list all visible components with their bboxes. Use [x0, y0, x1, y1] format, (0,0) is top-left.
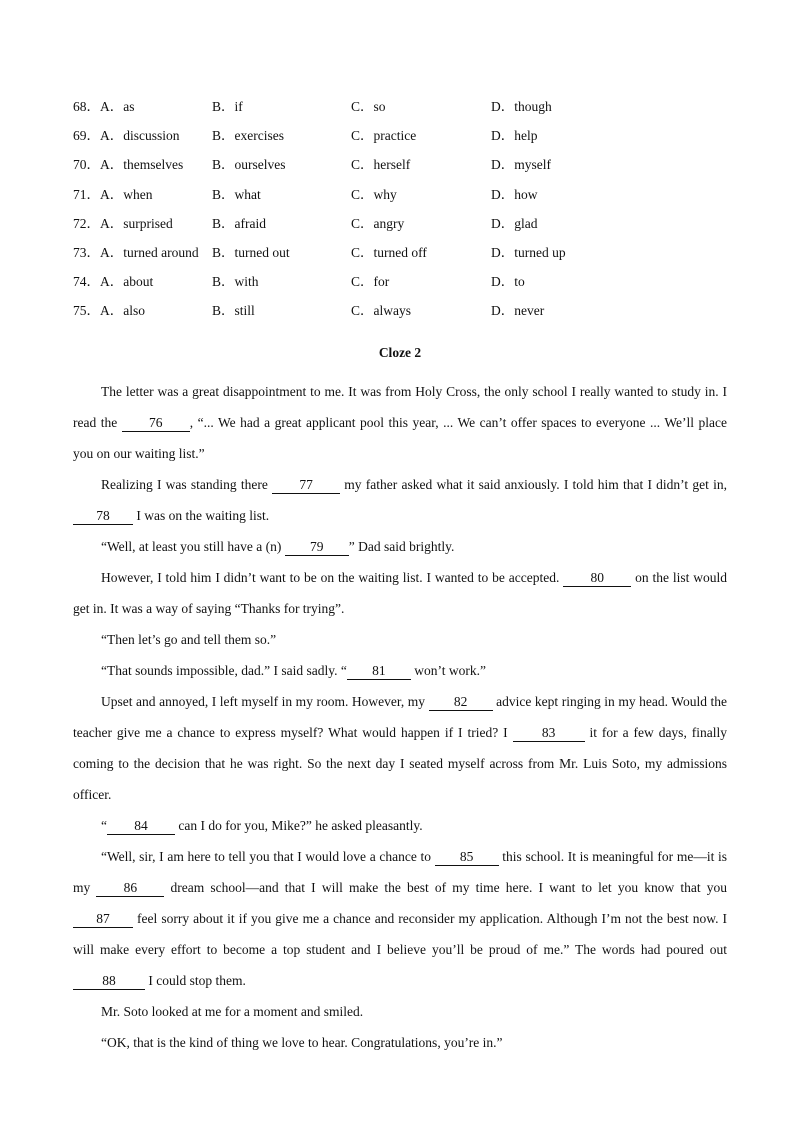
option-a: [73, 299, 145, 319]
blank-81: 81: [347, 664, 411, 680]
question-row-68: [73, 95, 733, 124]
option-a-text: A．about: [100, 274, 154, 290]
question-number: 71．: [73, 186, 100, 202]
option-c: C．so: [351, 99, 386, 114]
blank-84: 84: [107, 819, 175, 835]
option-a: [73, 241, 199, 261]
text: feel sorry about it if you give me a chance and reconsider my application. Although I’m not the best now. I will make every effort to become a top student and I believe you’ll be proud of me.” The words had poured out: [73, 911, 727, 957]
paragraph-3: [73, 531, 727, 562]
section-title: Cloze 2: [378, 345, 422, 360]
question-row-71: [73, 183, 733, 212]
question-row-72: [73, 212, 733, 241]
option-d: D．myself: [491, 157, 551, 173]
text: Upset and annoyed, I left myself in my room. However, my: [101, 694, 429, 709]
paragraph-7: [73, 686, 727, 810]
cloze-passage: [73, 376, 727, 1058]
blank-83: 83: [513, 726, 585, 742]
paragraph-9: [73, 841, 727, 996]
text: Realizing I was standing there: [101, 477, 273, 492]
text: on the list would get in. It was a way of saying “Thanks for trying”.: [73, 570, 727, 616]
question-number: 68．: [73, 99, 100, 114]
option-c: C．always: [351, 303, 411, 319]
answer-options: [73, 95, 733, 329]
question-row-75: [73, 299, 733, 328]
option-c: C．why: [351, 186, 397, 202]
option-b: B．exercises: [212, 128, 284, 144]
paragraph-6: [73, 655, 727, 686]
option-a: [73, 270, 153, 290]
blank-77: 77: [272, 478, 340, 494]
blank-87: 87: [73, 912, 133, 928]
text: can I do for you, Mike?” he asked pleasantly.: [175, 818, 423, 833]
text: I could stop them.: [145, 973, 246, 988]
question-number: 75．: [73, 303, 100, 319]
option-a-text: A．themselves: [100, 157, 184, 173]
text: “Well, at least you still have a (n): [101, 539, 285, 554]
text: “Then let’s go and tell them so.”: [101, 632, 277, 647]
question-number: 70．: [73, 157, 100, 173]
option-b: B．still: [212, 303, 255, 319]
paragraph-5: [73, 624, 727, 655]
option-c: C．herself: [351, 157, 411, 173]
paragraph-4: [73, 562, 727, 624]
blank-79: 79: [285, 540, 349, 556]
option-a-text: A．when: [100, 186, 153, 202]
blank-85: 85: [435, 850, 499, 866]
option-b: B．afraid: [212, 215, 266, 231]
question-number: 73．: [73, 244, 100, 260]
text: this school. It is meaningful for me—it is my: [73, 849, 727, 895]
option-d: D．to: [491, 274, 525, 290]
option-d: D．glad: [491, 215, 538, 231]
question-row-69: [73, 124, 733, 153]
option-d: D．turned up: [491, 244, 566, 260]
paragraph-11: [73, 1027, 727, 1058]
text: my father asked what it said anxiously. I told him that I didn’t get in,: [340, 477, 727, 492]
blank-76: 76: [122, 416, 190, 432]
text: I was on the waiting list.: [133, 508, 270, 523]
question-row-73: [73, 241, 733, 270]
option-c: C．turned off: [351, 244, 427, 260]
text: However, I told him I didn’t want to be on the waiting list. I wanted to be accepted.: [101, 570, 564, 585]
option-b: B．ourselves: [212, 157, 286, 173]
text: , “... We had a great applicant pool this year, ... We can’t offer spaces to everyone ... We’ll place you on our waiting list.”: [73, 415, 727, 461]
paragraph-2: [73, 469, 727, 531]
option-a: [73, 95, 135, 115]
option-d: D．how: [491, 186, 538, 202]
paragraph-8: [73, 810, 727, 841]
text: Mr. Soto looked at me for a moment and smiled.: [101, 1004, 364, 1019]
option-a-text: A．as: [100, 99, 135, 114]
question-row-70: [73, 153, 733, 182]
option-a: [73, 212, 173, 232]
blank-82: 82: [429, 695, 493, 711]
blank-86: 86: [96, 881, 164, 897]
option-b: B．turned out: [212, 244, 290, 260]
option-c: C．for: [351, 274, 390, 290]
blank-78: 78: [73, 509, 133, 525]
option-a-text: A．also: [100, 303, 145, 319]
question-number: 74．: [73, 274, 100, 290]
option-c: C．practice: [351, 128, 417, 144]
option-d: D．though: [491, 99, 552, 114]
option-a: [73, 183, 153, 203]
text: advice kept ringing in my head. Would the teacher give me a chance to express myself? What would happen if I tried? I: [73, 694, 727, 740]
question-number: 72．: [73, 215, 100, 231]
option-a-text: A．discussion: [100, 128, 180, 144]
question-number: 69．: [73, 128, 100, 144]
text: “Well, sir, I am here to tell you that I would love a chance to: [101, 849, 435, 864]
text: it for a few days, finally coming to the decision that he was right. So the next day I seated myself across from Mr. Luis Soto, my admissions officer.: [73, 725, 727, 802]
option-d: D．help: [491, 128, 538, 144]
paragraph-10: [73, 996, 727, 1027]
text: “That sounds impossible, dad.” I said sadly. “: [101, 663, 347, 678]
paragraph-1: [73, 376, 727, 469]
text: won’t work.”: [410, 663, 486, 678]
text: ” Dad said brightly.: [348, 539, 455, 554]
text: “OK, that is the kind of thing we love to hear. Congratulations, you’re in.”: [101, 1035, 503, 1050]
option-b: B．if: [212, 99, 243, 114]
option-c: C．angry: [351, 215, 405, 231]
option-b: B．with: [212, 274, 259, 290]
text: “: [101, 818, 107, 833]
option-a-text: A．surprised: [100, 215, 173, 231]
question-row-74: [73, 270, 733, 299]
option-b: B．what: [212, 186, 261, 202]
blank-80: 80: [563, 571, 631, 587]
option-a-text: A．turned around: [100, 244, 199, 260]
option-d: D．never: [491, 303, 545, 319]
option-a: [73, 153, 183, 173]
blank-88: 88: [73, 974, 145, 990]
option-a: [73, 124, 180, 144]
text: The letter was a great disappointment to me. It was from Holy Cross, the only school I really wanted to study in. I read the: [73, 384, 727, 430]
text: dream school—and that I will make the best of my time here. I want to let you know that you: [164, 880, 727, 895]
